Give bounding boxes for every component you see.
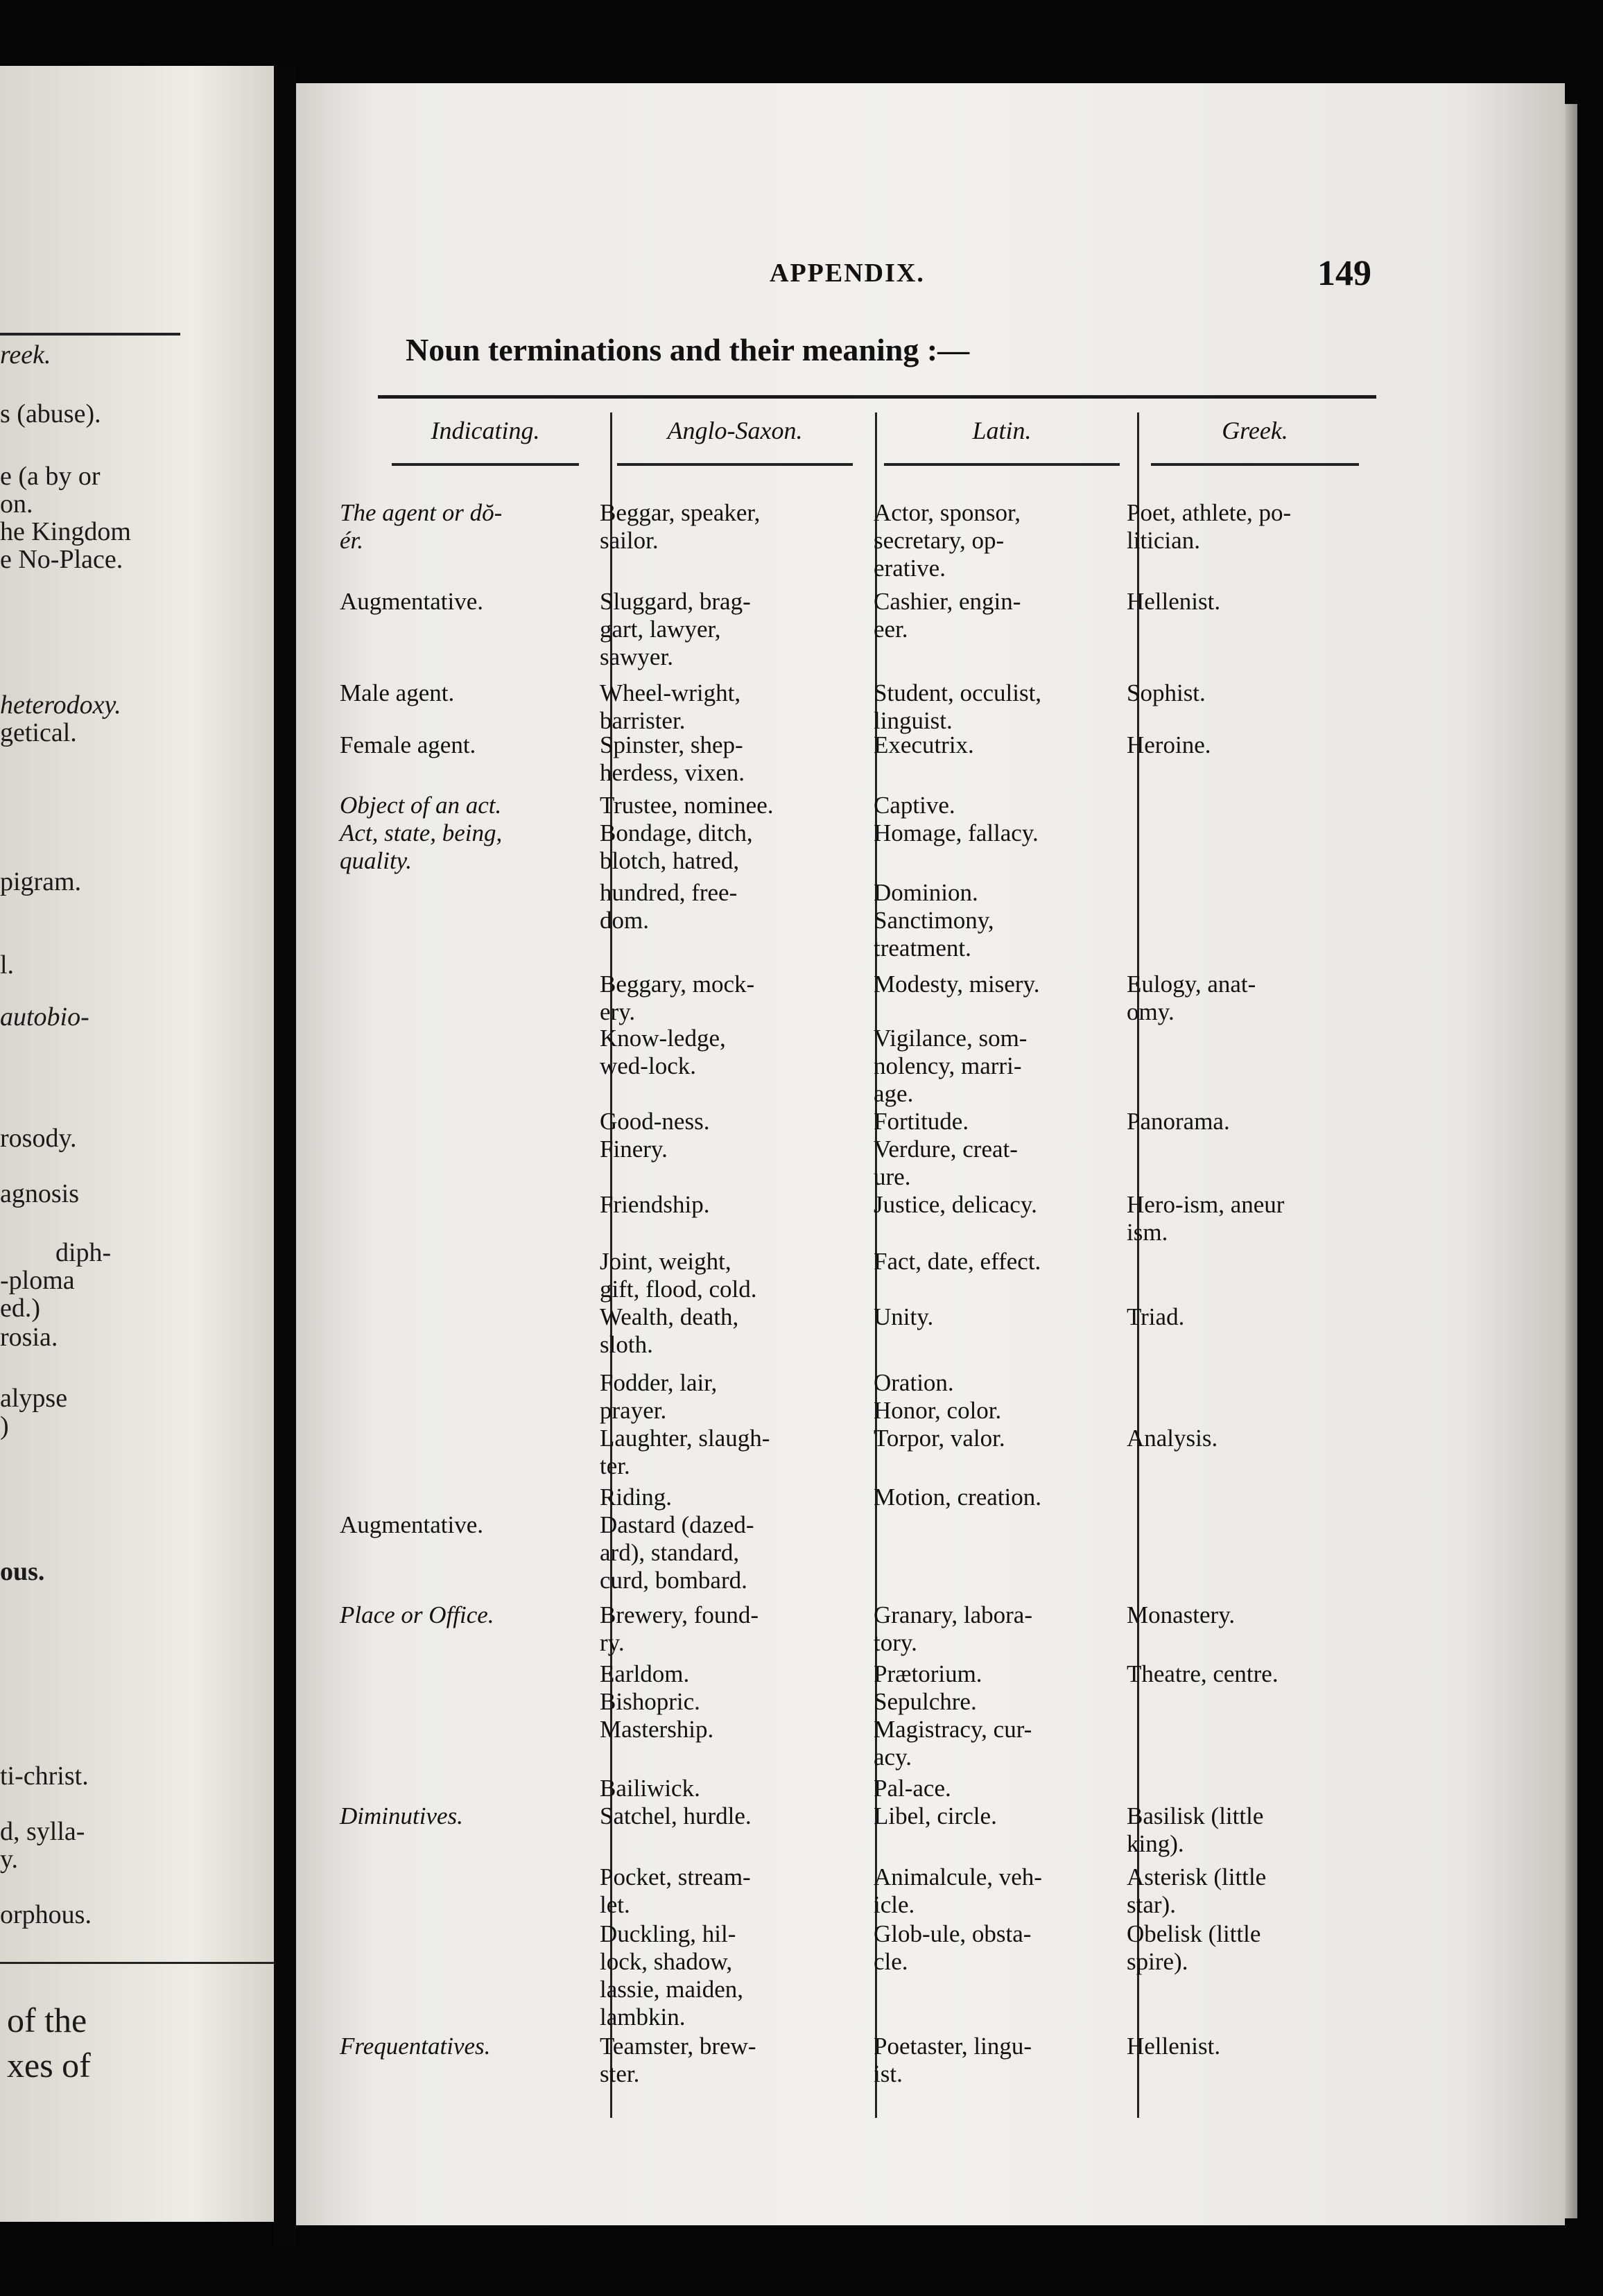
meaning-cell: Female agent.: [340, 731, 476, 758]
header-rule: [1151, 463, 1359, 466]
column-header: Greek.: [1222, 417, 1288, 444]
example-cell: Modesty, misery.: [874, 971, 1040, 998]
example-cell: Joint, weight, gift, flood, cold.: [600, 1248, 757, 1303]
facing-page-text: y.: [0, 1845, 19, 1874]
example-cell: Cashier, engin- eer.: [874, 588, 1021, 643]
example-cell: Homage, fallacy.: [874, 819, 1039, 846]
example-cell: Monastery.: [1127, 1601, 1236, 1628]
facing-page-text: ed.): [0, 1294, 41, 1323]
facing-page-text: e (a by or: [0, 462, 101, 491]
example-cell: Bailiwick.: [600, 1775, 700, 1802]
table-top-rule: [378, 395, 1376, 399]
example-cell: Libel, circle.: [874, 1802, 997, 1829]
facing-page-text: of the: [7, 2001, 87, 2040]
example-cell: Asterisk (little star).: [1127, 1863, 1267, 1918]
example-cell: Friendship.: [600, 1191, 710, 1218]
column-rule: [1137, 412, 1139, 2118]
column-header: Latin.: [972, 417, 1032, 444]
example-cell: Satchel, hurdle.: [600, 1802, 752, 1829]
facing-page-fragment: [0, 66, 274, 2222]
example-cell: Basilisk (little king).: [1127, 1802, 1264, 1857]
example-cell: Good-ness. Finery.: [600, 1108, 710, 1163]
example-cell: Fortitude. Verdure, creat- ure.: [874, 1108, 1018, 1190]
example-cell: Poet, athlete, po- litician.: [1127, 499, 1292, 554]
page-edge: [1565, 104, 1577, 2218]
example-cell: Fodder, lair, prayer.: [600, 1369, 718, 1424]
example-cell: Actor, sponsor, secretary, op- erative.: [874, 499, 1021, 582]
example-cell: Beggar, speaker, sailor.: [600, 499, 761, 554]
example-cell: Vigilance, som- nolency, marri- age.: [874, 1025, 1028, 1107]
facing-page-text: on.: [0, 489, 33, 519]
example-cell: Hero-ism, aneur ism.: [1127, 1191, 1285, 1246]
example-cell: Granary, labora- tory.: [874, 1601, 1032, 1656]
facing-page-text: agnosis: [0, 1179, 79, 1208]
example-cell: Beggary, mock- ery.: [600, 971, 755, 1025]
example-cell: Pocket, stream- let.: [600, 1863, 751, 1918]
example-cell: Wealth, death, sloth.: [600, 1303, 739, 1358]
facing-page-text: he Kingdom: [0, 517, 131, 546]
example-cell: Unity.: [874, 1303, 934, 1330]
example-cell: Eulogy, anat- omy.: [1127, 971, 1256, 1025]
example-cell: Oration. Honor, color.: [874, 1369, 1002, 1424]
header-rule: [884, 463, 1120, 466]
meaning-cell: The agent or dŏ- ér.: [340, 499, 503, 554]
facing-page-text: diph-: [55, 1238, 112, 1267]
facing-page-rule: [0, 333, 180, 336]
facing-page-text: ti-christ.: [0, 1762, 89, 1791]
example-cell: Bondage, ditch, blotch, hatred,: [600, 819, 753, 874]
example-cell: Analysis.: [1127, 1425, 1218, 1452]
book-spine: [274, 62, 296, 2246]
table-title: Noun terminations and their meaning :—: [406, 332, 970, 367]
example-cell: Hellenist.: [1127, 588, 1221, 615]
example-cell: Theatre, centre.: [1127, 1660, 1279, 1687]
example-cell: Riding.: [600, 1484, 673, 1511]
facing-page-text: ous.: [0, 1557, 45, 1586]
example-cell: Laughter, slaugh- ter.: [600, 1425, 770, 1479]
facing-page-text: e No-Place.: [0, 545, 123, 574]
facing-page-text: ): [0, 1411, 9, 1441]
example-cell: Duckling, hil- lock, shadow, lassie, maiden, lambkin.: [600, 1920, 744, 2030]
facing-page-text: d, sylla-: [0, 1817, 85, 1846]
facing-page-text: orphous.: [0, 1900, 92, 1929]
facing-page-text: alypse: [0, 1384, 68, 1413]
facing-page-text: autobio-: [0, 1002, 89, 1032]
example-cell: Torpor, valor.: [874, 1425, 1005, 1452]
example-cell: hundred, free- dom.: [600, 879, 738, 934]
example-cell: Dominion. Sanctimony, treatment.: [874, 879, 994, 962]
example-cell: Teamster, brew- ster.: [600, 2033, 756, 2087]
column-header: Anglo-Saxon.: [667, 417, 803, 444]
example-cell: Wheel-wright, barrister.: [600, 679, 741, 734]
facing-page-text: l.: [0, 950, 15, 980]
facing-page-text: pigram.: [0, 867, 82, 896]
header-rule: [617, 463, 853, 466]
example-cell: Captive.: [874, 792, 955, 819]
meaning-cell: Male agent.: [340, 679, 455, 706]
example-cell: Heroine.: [1127, 731, 1211, 758]
facing-page-text: xes of: [7, 2046, 91, 2085]
example-cell: Pal-ace.: [874, 1775, 951, 1802]
example-cell: Panorama.: [1127, 1108, 1230, 1135]
example-cell: Trustee, nominee.: [600, 792, 774, 819]
example-cell: Poetaster, lingu- ist.: [874, 2033, 1032, 2087]
example-cell: Dastard (dazed- ard), standard, curd, bombard.: [600, 1511, 754, 1594]
example-cell: Glob-ule, obsta- cle.: [874, 1920, 1032, 1975]
example-cell: Obelisk (little spire).: [1127, 1920, 1261, 1975]
example-cell: Hellenist.: [1127, 2033, 1221, 2060]
header-rule: [392, 463, 579, 466]
meaning-cell: Frequentatives.: [340, 2033, 491, 2060]
facing-page-text: reek.: [0, 340, 51, 369]
example-cell: Justice, delicacy.: [874, 1191, 1037, 1218]
example-cell: Prætorium. Sepulchre. Magistracy, cur- acy.: [874, 1660, 1032, 1771]
meaning-cell: Act, state, being, quality.: [340, 819, 503, 874]
facing-page-text: rosia.: [0, 1323, 58, 1352]
example-cell: Fact, date, effect.: [874, 1248, 1041, 1275]
facing-page-text: -ploma: [0, 1266, 75, 1295]
example-cell: Motion, creation.: [874, 1484, 1042, 1511]
column-header: Indicating.: [431, 417, 540, 444]
facing-page-text: rosody.: [0, 1124, 77, 1153]
facing-page-text: getical.: [0, 718, 77, 747]
facing-page-rule: [0, 1962, 274, 1964]
example-cell: Student, occulist, linguist.: [874, 679, 1042, 734]
example-cell: Know-ledge, wed-lock.: [600, 1025, 726, 1079]
example-cell: Triad.: [1127, 1303, 1185, 1330]
meaning-cell: Diminutives.: [340, 1802, 463, 1829]
example-cell: Earldom. Bishopric. Mastership.: [600, 1660, 714, 1743]
meaning-cell: Augmentative.: [340, 1511, 484, 1538]
meaning-cell: Augmentative.: [340, 588, 484, 615]
example-cell: Sluggard, brag- gart, lawyer, sawyer.: [600, 588, 751, 670]
meaning-cell: Object of an act.: [340, 792, 502, 819]
page-number: 149: [1317, 254, 1371, 293]
example-cell: Brewery, found- ry.: [600, 1601, 759, 1656]
example-cell: Animalcule, veh- icle.: [874, 1863, 1042, 1918]
facing-page-text: heterodoxy.: [0, 690, 121, 720]
facing-page-text: s (abuse).: [0, 399, 101, 428]
example-cell: Spinster, shep- herdess, vixen.: [600, 731, 745, 786]
example-cell: Sophist.: [1127, 679, 1206, 706]
running-head: APPENDIX.: [770, 259, 925, 288]
example-cell: Executrix.: [874, 731, 974, 758]
meaning-cell: Place or Office.: [340, 1601, 494, 1628]
